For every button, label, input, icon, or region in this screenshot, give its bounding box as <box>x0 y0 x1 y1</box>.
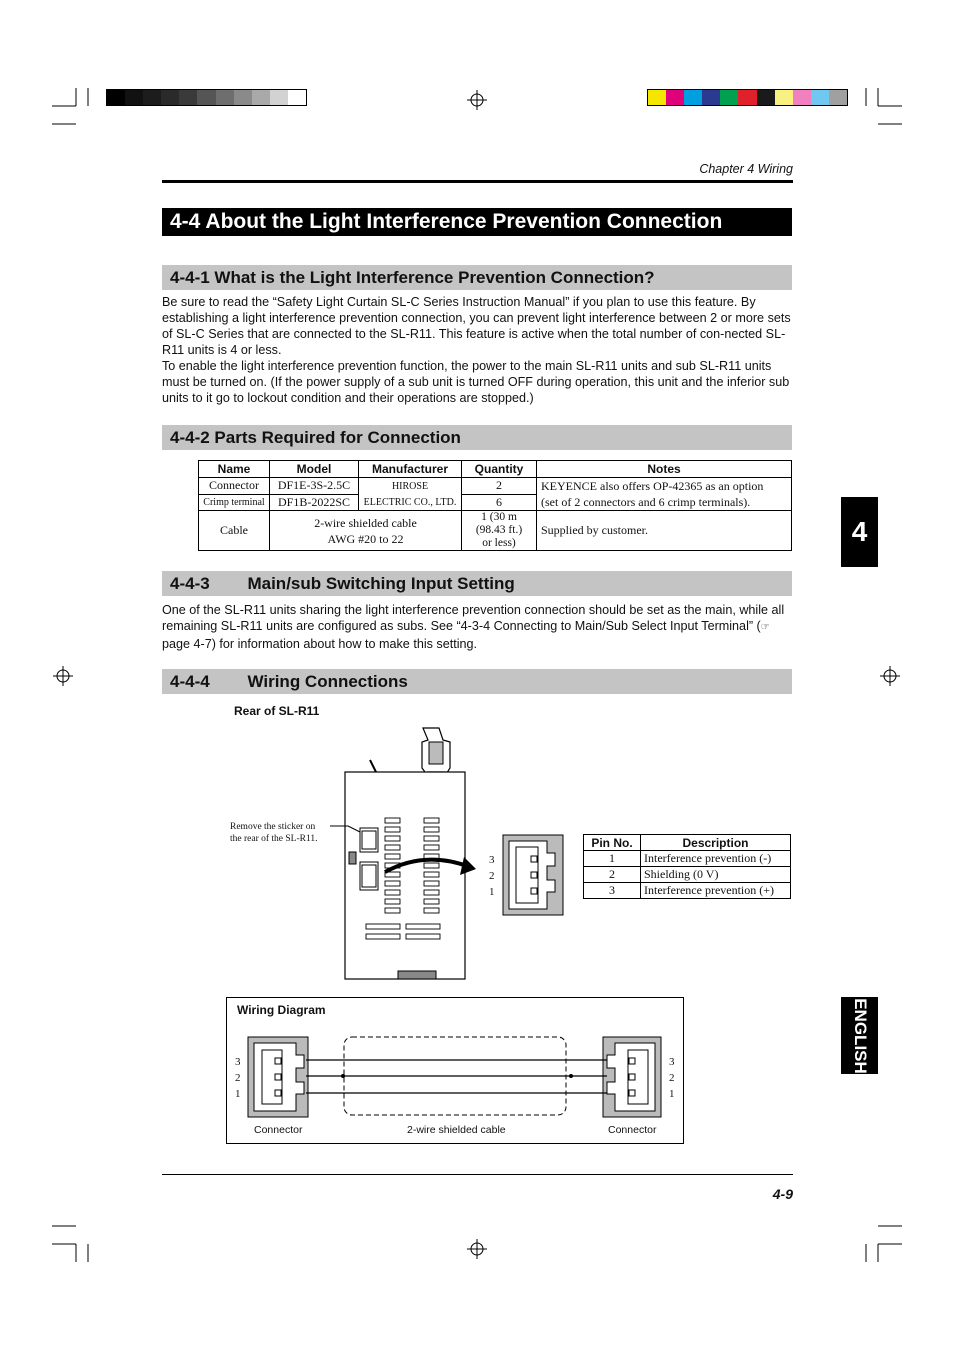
qty-line: 1 (30 m <box>481 511 517 523</box>
table-header: Quantity <box>462 461 537 478</box>
language-tab <box>841 997 878 1074</box>
table-cell: 3 <box>584 883 641 899</box>
qty-line: or less) <box>482 537 516 549</box>
section-paragraph <box>162 602 792 652</box>
table-cell: 2 <box>462 478 537 495</box>
table-cell: Cable <box>199 511 270 551</box>
table-cell: Shielding (0 V) <box>641 867 791 883</box>
pin-number: 2 <box>669 1072 675 1084</box>
table-header: Pin No. <box>584 835 641 851</box>
wiring-diagram <box>226 997 684 1144</box>
table-cell: 2 <box>584 867 641 883</box>
note-line: the rear of the SL-R11. <box>230 834 318 844</box>
paragraph-text: page 4-7) for information about how to make this setting. <box>162 637 478 651</box>
pin-number: 3 <box>489 854 495 866</box>
wiring-pin-labels-left <box>235 1054 241 1102</box>
pin-number: 3 <box>235 1056 241 1068</box>
table-cell: Interference prevention (-) <box>641 851 791 867</box>
chapter-header: Chapter 4 Wiring <box>699 162 793 176</box>
table-row <box>584 883 791 899</box>
table-header: Notes <box>537 461 792 478</box>
section-paragraph: To enable the light interference prevention function, the power to the main SL-R11 units and sub SL-R11 units must be turned on. (If the power supply of a sub unit is turned OFF during operation, this unit and the inferior sub units to it go to lockout condition and their operations are stopped.) <box>162 359 790 405</box>
table-row <box>584 867 791 883</box>
table-cell: DF1E-3S-2.5C <box>270 478 359 495</box>
table-row <box>199 478 792 495</box>
table-cell <box>537 478 792 511</box>
cable-model-line: 2-wire shielded cable <box>314 515 417 530</box>
pin-table <box>583 834 791 899</box>
table-header: Model <box>270 461 359 478</box>
table-cell: 6 <box>462 494 537 511</box>
table-cell: DF1B-2022SC <box>270 494 359 511</box>
table-cell: HIROSE <box>359 478 462 495</box>
page-title: 4-4 About the Light Interference Prevention Connection <box>162 208 792 236</box>
notes-line: KEYENCE also offers OP-42365 as an option <box>541 479 764 493</box>
section-heading-4-4-3: 4-4-3 Main/sub Switching Input Setting <box>162 571 792 596</box>
pin-number: 1 <box>235 1088 241 1100</box>
footer-rule <box>162 1174 793 1175</box>
pin-number: 2 <box>489 870 495 882</box>
right-connector-label: Connector <box>608 1124 657 1136</box>
sl-r11-rear-illustration <box>330 720 575 985</box>
pin-number: 2 <box>235 1072 241 1084</box>
table-cell: Connector <box>199 478 270 495</box>
language-tab-text: ENGLISH <box>850 997 870 1074</box>
note-line: Remove the sticker on <box>230 822 316 832</box>
table-cell: ELECTRIC CO., LTD. <box>359 494 462 511</box>
table-cell <box>462 511 537 551</box>
table-cell: Supplied by customer. <box>537 511 792 551</box>
table-row <box>584 851 791 867</box>
section-heading-4-4-1: 4-4-1 What is the Light Interference Prevention Connection? <box>162 265 792 290</box>
rear-label: Rear of SL-R11 <box>234 704 320 718</box>
wiring-diagram-title: Wiring Diagram <box>237 1003 326 1017</box>
notes-line: (set of 2 connectors and 6 crimp terminals). <box>541 495 751 509</box>
table-header: Description <box>641 835 791 851</box>
section-paragraph: Be sure to read the “Safety Light Curtain SL-C Series Instruction Manual” if you plan to use this feature. By establishing a light interference prevention connection, you can prevent light interference between 2 or more sets of SL-C Series that are connected to the SL-R11. This feature is active when the total number of con-nected SL-R11 units is 4 or less. <box>162 295 791 357</box>
page-reference-icon: ☞ <box>760 622 770 633</box>
page-number: 4-9 <box>772 1186 793 1202</box>
pin-number-labels <box>489 852 495 900</box>
section-heading-4-4-2: 4-4-2 Parts Required for Connection <box>162 425 792 450</box>
wiring-pin-labels-right <box>669 1054 675 1102</box>
table-header: Manufacturer <box>359 461 462 478</box>
section-heading-4-4-4: 4-4-4 Wiring Connections <box>162 669 792 694</box>
sticker-note <box>230 821 318 845</box>
qty-line: (98.43 ft.) <box>475 524 523 536</box>
table-row <box>199 511 792 551</box>
pin-number: 3 <box>669 1056 675 1068</box>
cable-label: 2-wire shielded cable <box>407 1124 506 1136</box>
chapter-tab: 4 <box>841 497 878 567</box>
left-connector-label: Connector <box>254 1124 303 1136</box>
table-cell: 1 <box>584 851 641 867</box>
cable-model-line: AWG #20 to 22 <box>327 531 404 546</box>
pin-number: 1 <box>669 1088 675 1100</box>
table-cell: Crimp terminal <box>199 494 270 511</box>
table-cell <box>270 511 462 551</box>
pin-number: 1 <box>489 886 495 898</box>
table-header: Name <box>199 461 270 478</box>
paragraph-text: One of the SL-R11 units sharing the light interference prevention connection should be set as the main, while all remaining SL-R11 units are configured as subs. See “4-3-4 Connecting to Main/Sub Select Input Terminal” ( <box>162 603 785 633</box>
table-cell: Interference prevention (+) <box>641 883 791 899</box>
parts-table <box>198 460 792 551</box>
header-rule <box>162 180 793 183</box>
